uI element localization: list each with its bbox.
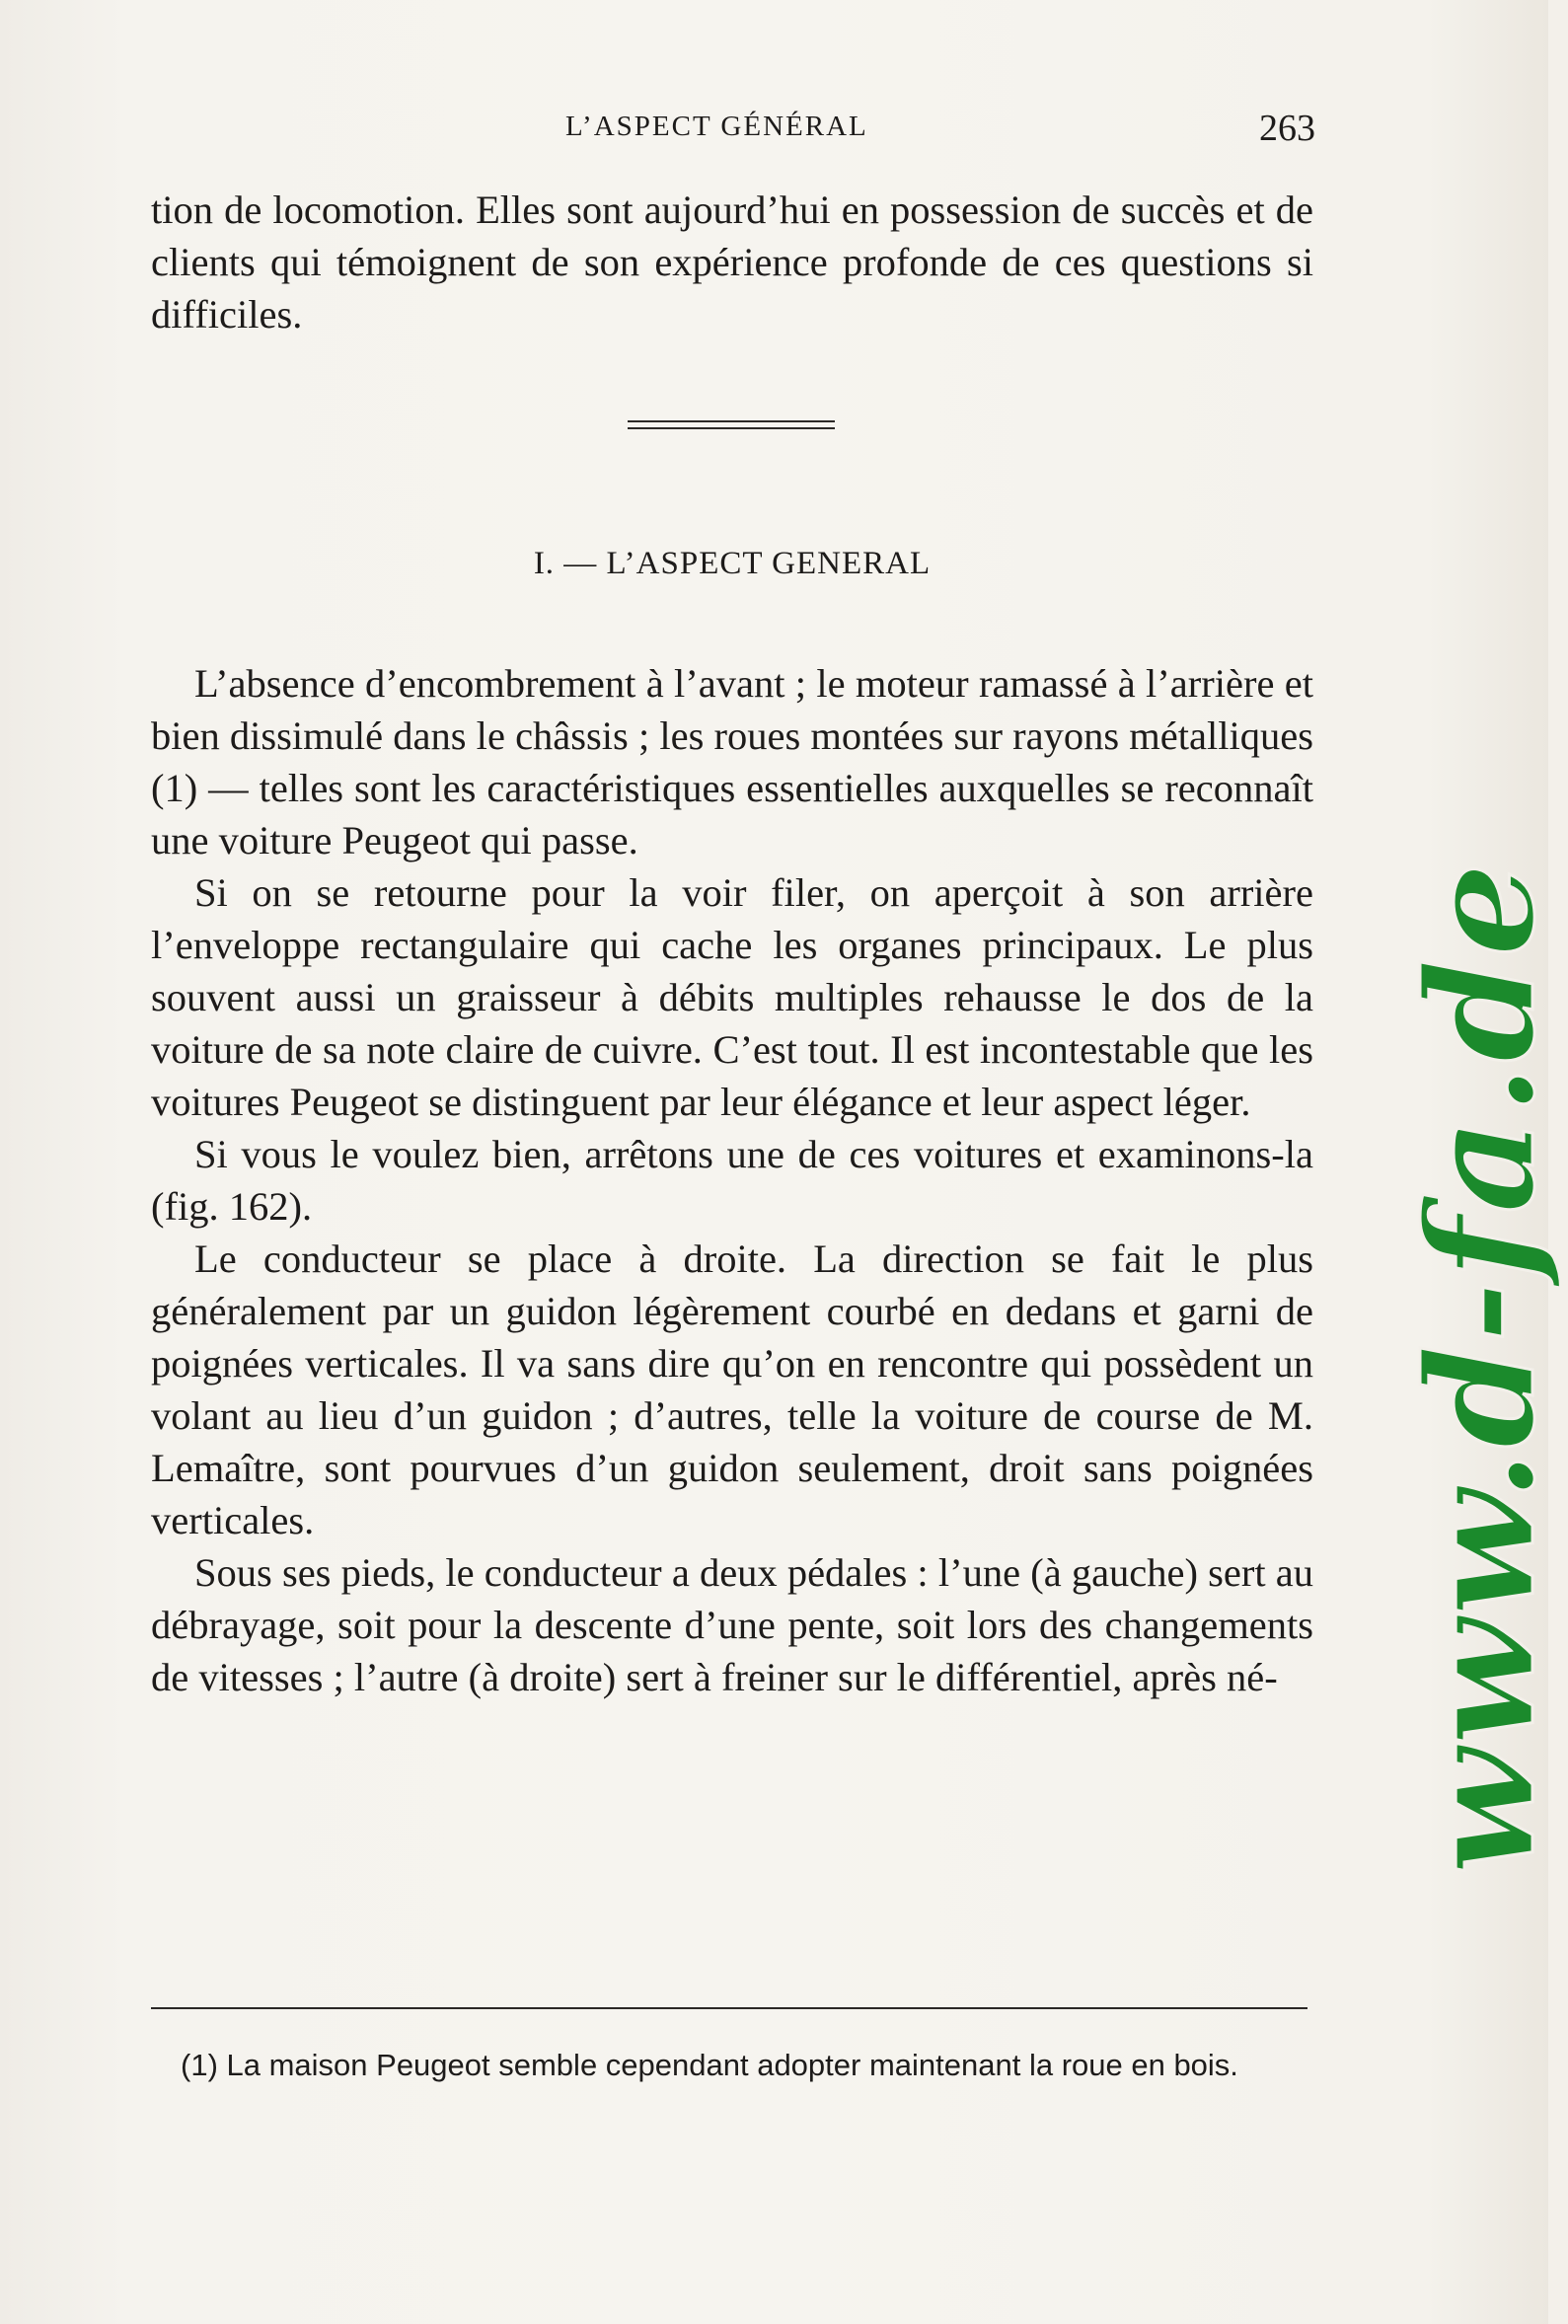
- section-divider-ornament: [628, 420, 835, 432]
- footnote: (1) La maison Peugeot semble cependant adopter maintenant la roue en bois.: [181, 2048, 1238, 2082]
- divider-line-top: [628, 420, 835, 422]
- section-heading: I. — L’ASPECT GENERAL: [533, 546, 932, 581]
- paragraph-pedales: Sous ses pieds, le conducteur a deux pédales : l’une (à gauche) sert au débrayage, soit pour la descente d’une pente, soit lors des changements de vitesses ; l’autre (à droite) sert à freiner sur le différentiel, après né-: [151, 1550, 1313, 1699]
- watermark-text: www.d-fa.de: [1394, 861, 1568, 1875]
- paragraph-retourne: Si on se retourne pour la voir filer, on aperçoit à son arrière l’enveloppe rectangulaire qui cache les organes principaux. Le plus souvent aussi un graisseur à débits multiples rehausse le dos de la voiture de sa note claire de cuivre. C’est tout. Il est incontestable que les voitures Peugeot se distinguent par leur élégance et leur aspect léger.: [151, 870, 1313, 1124]
- running-header: [151, 107, 1315, 150]
- paragraph-conducteur: Le conducteur se place à droite. La direction se fait le plus généralement par un guidon légèrement courbé en dedans et garni de poignées verticales. Il va sans dire qu’on en rencontre qui possèdent un volant au lieu d’un guidon ; d’autres, telle la voiture de course de M. Lemaître, sont pourvues d’un guidon seulement, droit sans poignées verticales.: [151, 1237, 1313, 1542]
- intro-paragraph: [151, 184, 1313, 340]
- page-number: 263: [1259, 108, 1315, 149]
- paragraph-absence: L’absence d’encombrement à l’avant ; le moteur ramassé à l’arrière et bien dissimulé dans le châssis ; les roues montées sur rayons métalliques (1) — telles sont les caractéristiques essentielles auxquelles se reconnaît une voiture Peugeot qui passe.: [151, 661, 1313, 862]
- watermark: [1131, 730, 1568, 1885]
- paragraph-arretons: Si vous le voulez bien, arrêtons une de ces voitures et examinons-la (fig. 162).: [151, 1132, 1313, 1229]
- running-title: L’ASPECT GÉNÉRAL: [565, 111, 868, 142]
- divider-line-bottom: [628, 427, 835, 429]
- footnote-rule: [151, 2007, 1307, 2009]
- intro-text: tion de locomotion. Elles sont aujourd’hui en possession de succès et de clients qui témoignent de son expérience profonde de ces questions si difficiles.: [151, 187, 1313, 337]
